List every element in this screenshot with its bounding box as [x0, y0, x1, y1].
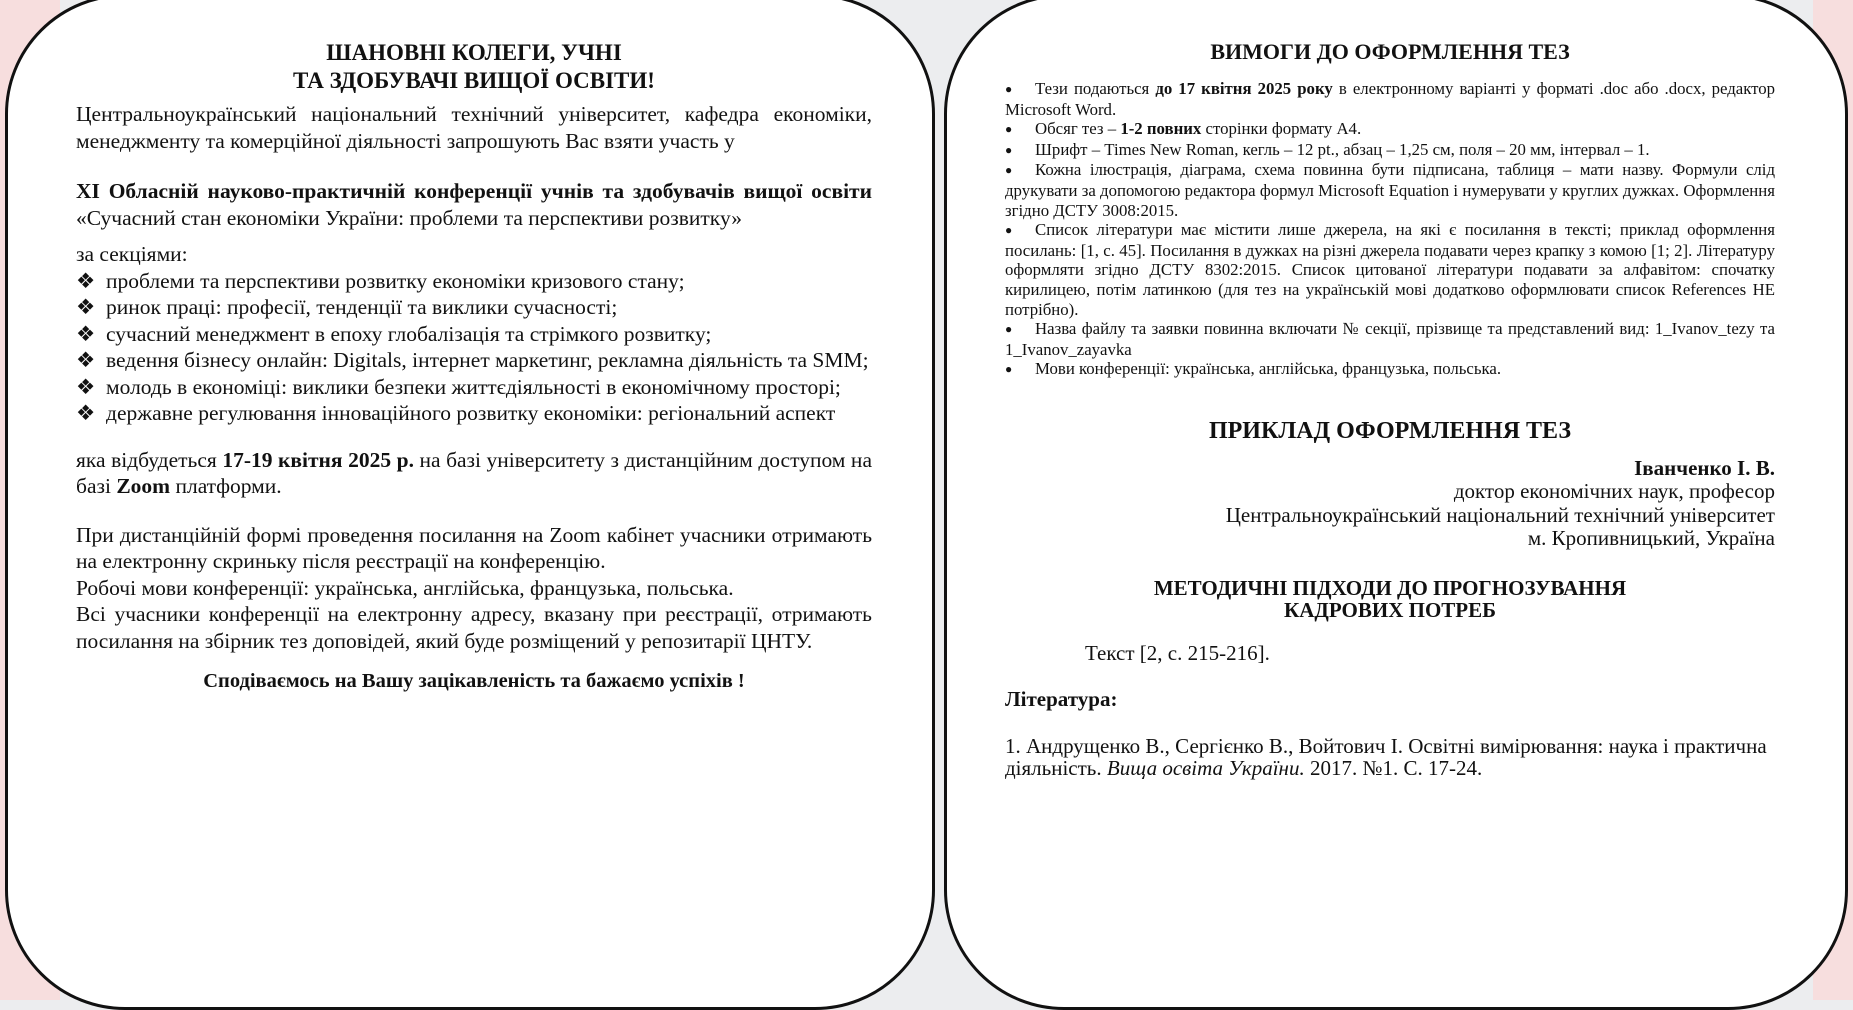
sections-list [76, 268, 872, 427]
list-item: ❖ ведення бізнесу онлайн: Digitals, інтернет маркетинг, рекламна діяльність та SMM; [76, 348, 869, 372]
conference-date: яка відбудеться 17-19 квітня 2025 р. на базі університету з дистанційним доступом на базі Zoom платформи. [76, 447, 872, 498]
author-block [1005, 457, 1775, 551]
list-item: ❖ державне регулювання інноваційного розвитку економіки: регіональний аспект [76, 401, 836, 425]
example-heading: ПРИКЛАД ОФОРМЛЕННЯ ТЕЗ [1208, 417, 1572, 444]
list-item: ● Мови конференції: українська, англійська, французька, польська. [1005, 359, 1502, 379]
author-name: Іванченко І. В. [1634, 455, 1775, 480]
reference-item: 1. Андрущенко В., Сергієнко В., Войтович І. Освітні вимірювання: наука і практична діяльність. Вища освіта України. 2017. №1. С. 17-24. [1005, 733, 1767, 781]
diamond-bullet-icon: ❖ [76, 268, 96, 293]
intro-paragraph: Центральноукраїнський національний технічний університет, кафедра економіки, менеджменту та комерційної діяльності запрошують Вас взяти участь у [76, 102, 872, 153]
heading-line-2: ТА ЗДОБУВАЧІ ВИЩОЇ ОСВІТИ! [293, 68, 655, 93]
list-item: ● Обсяг тез – 1-2 повних сторінки формату А4. [1005, 119, 1362, 139]
diamond-bullet-icon: ❖ [76, 321, 96, 346]
bullet-dot-icon: ● [1005, 142, 1013, 157]
conference-name [76, 178, 872, 231]
list-item: ● Кожна ілюстрація, діаграма, схема повинна бути підписана, таблиця – мати назву. Формули слід друкувати за допомогою редактора формул Microsoft Equation і нумерувати у круглих дужках. Оформлення згідно ДСТУ 3008:2015. [1005, 160, 1775, 220]
list-item: ❖ молодь в економіці: виклики безпеки життєдіяльності в економічному просторі; [76, 374, 841, 399]
diamond-bullet-icon: ❖ [76, 374, 96, 399]
conference-title: «Сучасний стан економіки України: проблеми та перспективи розвитку» [76, 205, 742, 230]
author-degree: доктор економічних наук, професор [1453, 479, 1775, 504]
journal-name: Вища освіта України. [1106, 756, 1305, 781]
requirements-panel [944, 0, 1848, 1010]
list-item: ● Шрифт – Times New Roman, кегль – 12 pt., абзац – 1,25 см, поля – 20 мм, інтервал – 1. [1005, 139, 1650, 159]
requirements-list [1005, 79, 1775, 380]
sections-label: за секціями: [76, 242, 188, 266]
author-city: м. Кропивницький, Україна [1527, 526, 1775, 551]
list-item: ● Список літератури має містити лише джерела, на які є посилання в тексті; приклад оформлення посилань: [1, с. 45]. Посилання в дужках на різні джерела подавати через крапку з комою [1; 2]. Літературу оформляти згідно ДСТУ 8302:2015. Список цитованої літератури подавати за алфавітом: спочатку кирилицею, потім латинкою (для тез на українській мові додатково оформлювати список References НЕ потрібно). [1005, 220, 1775, 319]
author-university: Центральноукраїнський національний технічний університет [1225, 502, 1775, 527]
sample-text: Текст [2, с. 215-216]. [1085, 640, 1270, 665]
conference-bold-name: XІ Обласній науково-практичній конференції учнів та здобувачів вищої освіти [76, 179, 872, 203]
literature-label: Література: [1005, 686, 1118, 711]
bullet-dot-icon: ● [1005, 82, 1013, 96]
list-item: ❖ сучасний менеджмент в епоху глобалізація та стрімкого розвитку; [76, 321, 712, 346]
zoom-bold: Zoom [116, 474, 171, 498]
bullet-dot-icon: ● [1005, 223, 1013, 238]
working-languages: Робочі мови конференції: українська, англійська, французька, польська. [76, 575, 734, 600]
paper-title: МЕТОДИЧНІ ПІДХОДИ ДО ПРОГНОЗУВАННЯ КАДРОВИХ ПОТРЕБ [1153, 575, 1627, 622]
heading-line-1: ШАНОВНІ КОЛЕГИ, УЧНІ [326, 40, 622, 65]
invitation-panel [5, 0, 935, 1010]
bullet-dot-icon: ● [1005, 362, 1013, 377]
proceedings-info: Всі учасники конференції на електронну адресу, вказану при реєстрації, отримають посилання на збірник тез доповідей, який буде розміщений у репозитарії ЦНТУ. [76, 602, 872, 653]
diamond-bullet-icon: ❖ [76, 295, 96, 319]
list-item: ● Назва файлу та заявки повинна включати № секції, прізвище та представлений вид: 1_Ivanov_tezy та 1_Ivanov_zayavka [1005, 319, 1775, 359]
zoom-info: При дистанційній формі проведення посилання на Zoom кабінет учасники отримають на електронну скриньку після реєстрації на конференцію. [76, 522, 872, 573]
invitation-heading [76, 39, 872, 95]
requirements-heading: ВИМОГИ ДО ОФОРМЛЕННЯ ТЕЗ [1210, 39, 1570, 64]
list-item: ● Тези подаються до 17 квітня 2025 року в електронному варіанті у форматі .doc або .docx, редактор Microsoft Word. [1005, 79, 1776, 119]
date-bold: 17-19 квітня 2025 р. [222, 447, 414, 472]
bullet-dot-icon: ● [1005, 122, 1013, 137]
list-item: ❖ ринок праці: професії, тенденції та виклики сучасності; [76, 295, 618, 319]
diamond-bullet-icon: ❖ [76, 348, 96, 372]
bullet-dot-icon: ● [1005, 322, 1013, 337]
list-item: ❖ проблеми та перспективи розвитку економіки кризового стану; [76, 268, 685, 293]
bullet-dot-icon: ● [1005, 163, 1013, 178]
diamond-bullet-icon: ❖ [76, 401, 96, 425]
closing-message: Сподіваємось на Вашу зацікавленість та бажаємо успіхів ! [203, 670, 745, 692]
